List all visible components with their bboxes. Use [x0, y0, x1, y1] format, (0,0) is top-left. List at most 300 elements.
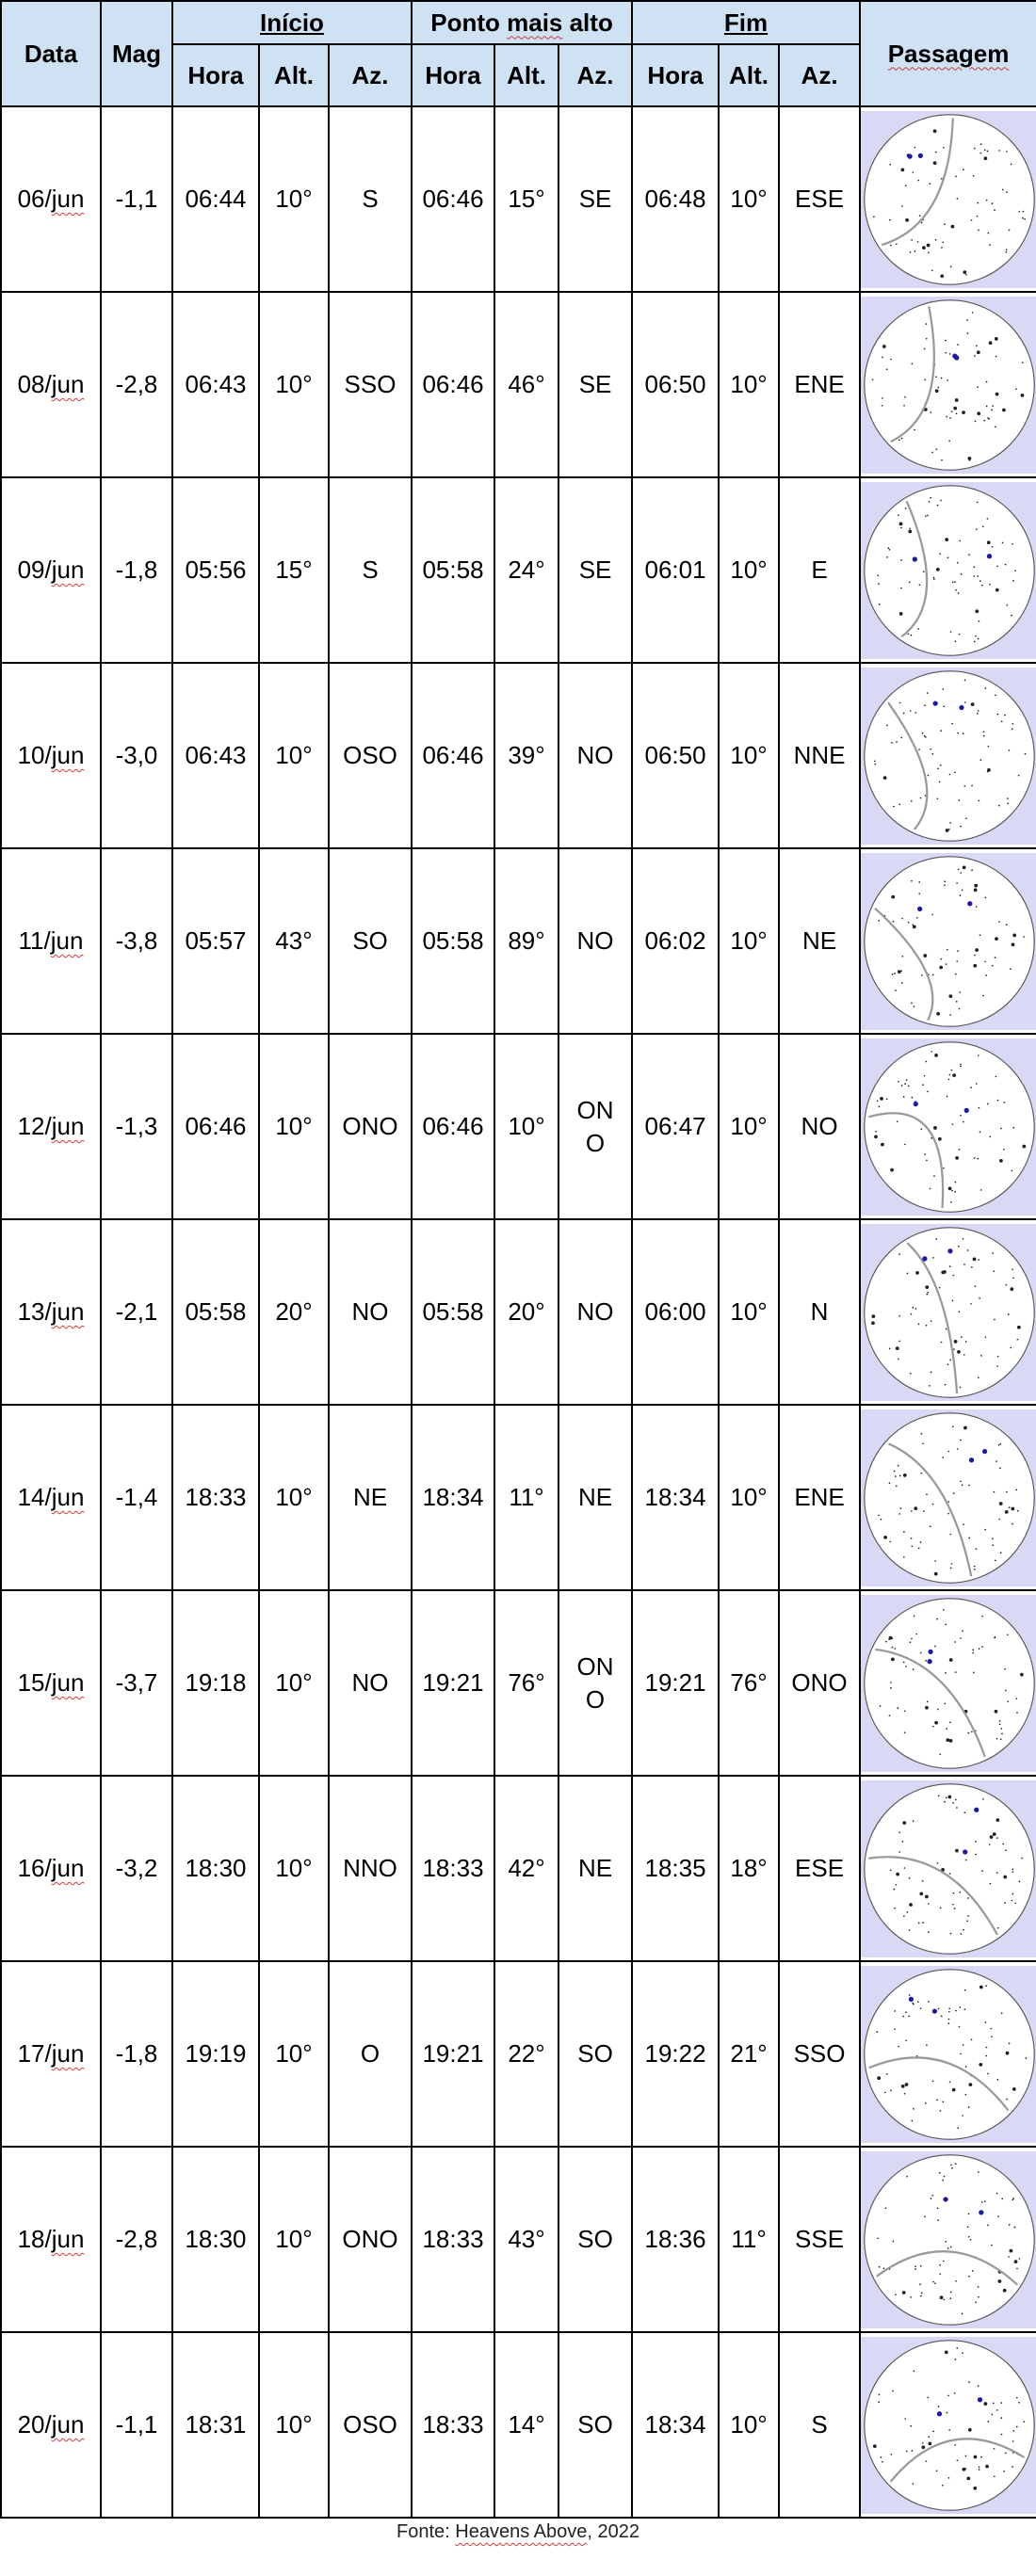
star-dot: [996, 1075, 997, 1077]
star-dot: [922, 1922, 924, 1924]
start-az-cell-text: SSO: [344, 370, 397, 398]
star-dot: [1001, 2198, 1003, 2199]
mag-cell: [101, 1219, 172, 1405]
star-dot: [922, 1442, 924, 1444]
star-dot: [979, 152, 981, 153]
star-dot: [924, 734, 926, 736]
star-dot: [890, 358, 892, 360]
star-dot: [903, 1096, 905, 1098]
star-dot: [896, 1872, 899, 1876]
end-time-cell-text: 06:01: [644, 555, 706, 584]
star-dot: [1016, 2396, 1018, 2398]
star-dot: [917, 241, 919, 243]
group-header-end: [632, 1, 860, 44]
star-dot: [879, 604, 881, 605]
star-dot: [903, 1555, 905, 1557]
star-dot: [971, 784, 973, 786]
sky-chart-icon: [861, 668, 1036, 845]
planet-dot: [914, 1101, 918, 1105]
peak-alt-cell-text: 89°: [508, 926, 545, 955]
star-dot: [937, 797, 939, 799]
peak-time-cell-text: 05:58: [422, 926, 484, 955]
star-dot: [996, 2192, 998, 2194]
end-az-cell-text: ENE: [794, 370, 845, 398]
mag-cell-text: -3,0: [115, 741, 158, 769]
star-dot: [935, 239, 937, 241]
star-dot: [981, 1615, 983, 1617]
mag-cell: [101, 1034, 172, 1219]
star-dot: [964, 679, 966, 681]
star-dot: [934, 1053, 938, 1056]
star-dot: [1001, 2433, 1003, 2435]
star-dot: [959, 2025, 961, 2027]
star-dot: [968, 1537, 970, 1538]
star-dot: [951, 224, 955, 228]
star-dot: [959, 1891, 961, 1892]
star-dot: [919, 1892, 923, 1895]
star-dot: [950, 1932, 952, 1934]
end-alt-cell-text: 10°: [730, 185, 768, 213]
col-header-pass: [860, 1, 1036, 106]
star-dot: [1018, 210, 1020, 212]
star-dot: [933, 1126, 937, 1130]
star-dot: [889, 1482, 891, 1484]
star-dot: [930, 1187, 931, 1189]
peak-az-cell-text: SE: [578, 555, 612, 584]
star-dot: [974, 147, 976, 149]
star-dot: [986, 405, 988, 407]
star-dot: [922, 2445, 926, 2449]
star-dot: [961, 572, 963, 574]
star-dot: [959, 1007, 961, 1009]
peak-time-cell: [412, 1776, 494, 1961]
star-dot: [962, 2115, 963, 2117]
peak-alt-cell-text: 46°: [508, 370, 545, 398]
star-dot: [944, 2298, 946, 2300]
star-dot: [898, 1340, 900, 1342]
star-dot: [943, 146, 945, 148]
star-dot: [989, 1843, 991, 1845]
star-dot: [992, 964, 994, 966]
star-dot: [989, 1135, 991, 1137]
end-time-cell-text: 06:00: [644, 1297, 706, 1326]
start-alt-cell-text: 15°: [275, 555, 313, 584]
star-dot: [998, 921, 1000, 923]
star-dot: [917, 2001, 919, 2003]
mag-cell: [101, 106, 172, 292]
start-az-cell: [329, 2147, 412, 2332]
end-alt-cell: [719, 1961, 779, 2147]
star-dot: [987, 2224, 989, 2226]
star-dot: [924, 1153, 926, 1155]
start-az-cell-text: OSO: [343, 741, 397, 769]
star-dot: [1003, 1149, 1005, 1151]
star-dot: [920, 2294, 922, 2296]
star-dot: [943, 1608, 945, 1610]
star-dot: [927, 692, 929, 694]
star-dot: [939, 965, 943, 969]
star-dot: [977, 713, 979, 715]
end-az-cell: [779, 2147, 860, 2332]
star-dot: [981, 1870, 983, 1872]
star-dot: [981, 1646, 983, 1648]
peak-alt-cell-text: 24°: [508, 555, 545, 584]
end-az-cell: [779, 848, 860, 1034]
star-dot: [939, 2263, 941, 2265]
star-dot: [876, 2031, 878, 2033]
star-dot: [896, 1884, 898, 1886]
star-dot: [920, 1651, 922, 1653]
star-dot: [909, 1929, 911, 1931]
start-alt-cell-text: 10°: [275, 2410, 313, 2439]
date-day: 08/: [17, 370, 52, 398]
peak-az-cell-text: SE: [578, 185, 612, 213]
star-dot: [888, 1638, 890, 1640]
star-dot: [913, 1668, 915, 1670]
star-dot: [948, 440, 950, 442]
end-time-cell-text: 18:34: [644, 2410, 706, 2439]
star-dot: [968, 554, 970, 555]
star-dot: [904, 2418, 906, 2420]
star-dot: [903, 1661, 905, 1663]
star-dot: [890, 1682, 892, 1683]
start-time-cell: [172, 2147, 259, 2332]
peak-alt-cell-text: 14°: [508, 2410, 545, 2439]
start-time-cell-text: 19:19: [185, 2039, 247, 2068]
end-az-cell-text: ENE: [794, 1483, 845, 1511]
date-cell: [1, 292, 101, 477]
star-dot: [997, 1355, 999, 1357]
star-dot: [996, 1365, 998, 1367]
star-dot: [994, 209, 996, 211]
star-dot: [943, 1167, 945, 1168]
star-dot: [1017, 1509, 1019, 1511]
star-dot: [901, 205, 903, 207]
star-dot: [951, 2167, 953, 2169]
star-dot: [1014, 570, 1016, 572]
peak-alt-cell-text: 42°: [508, 1854, 545, 1882]
mag-cell: [101, 663, 172, 848]
star-dot: [899, 701, 901, 703]
table-row: [1, 106, 1036, 292]
end-alt-cell: [719, 1219, 779, 1405]
end-az-cell: [779, 1590, 860, 1776]
star-dot: [899, 611, 903, 615]
star-dot: [1009, 2224, 1011, 2226]
star-dot: [904, 1867, 906, 1869]
star-dot: [886, 1098, 888, 1100]
star-dot: [911, 1002, 913, 1004]
star-dot: [985, 896, 987, 898]
star-dot: [963, 865, 966, 869]
star-dot: [983, 419, 985, 421]
star-dot: [899, 522, 903, 525]
star-dot: [983, 731, 985, 733]
start-az-cell: [329, 848, 412, 1034]
star-dot: [998, 1518, 1000, 1520]
end-alt-cell: [719, 1590, 779, 1776]
star-dot: [974, 640, 976, 642]
star-dot: [1008, 2256, 1010, 2258]
star-dot: [919, 584, 921, 586]
star-dot: [918, 1922, 920, 1924]
star-dot: [969, 2083, 973, 2086]
star-dot: [904, 1143, 906, 1145]
peak-az-cell: [558, 1219, 632, 1405]
star-dot: [914, 2370, 915, 2372]
star-dot: [940, 1907, 942, 1908]
star-dot: [999, 1502, 1003, 1505]
star-dot: [942, 1457, 944, 1458]
end-time-cell: [632, 2332, 719, 2518]
star-dot: [950, 2291, 952, 2293]
mag-cell: [101, 477, 172, 663]
star-dot: [915, 250, 916, 252]
star-dot: [957, 344, 959, 346]
star-dot: [991, 409, 993, 411]
date-month: jun: [51, 555, 85, 584]
peak-alt-cell-text: 22°: [508, 2039, 545, 2068]
star-dot: [985, 2464, 989, 2468]
star-dot: [1006, 2098, 1008, 2100]
start-time-cell-text: 06:43: [185, 741, 247, 769]
star-dot: [928, 251, 930, 253]
star-dot: [968, 2235, 970, 2237]
star-dot: [980, 1355, 982, 1357]
sky-disc: [865, 1041, 1034, 1211]
peak-time-cell-text: 19:21: [422, 1668, 484, 1697]
star-dot: [951, 722, 953, 724]
star-dot: [944, 2175, 946, 2177]
star-dot: [898, 1513, 900, 1515]
star-dot: [919, 215, 921, 217]
star-dot: [948, 1078, 950, 1080]
star-dot: [959, 539, 961, 541]
star-dot: [942, 2101, 944, 2102]
star-dot: [979, 580, 981, 582]
star-dot: [996, 1460, 997, 1462]
star-dot: [1012, 1169, 1013, 1171]
star-dot: [894, 1648, 896, 1650]
star-dot: [1006, 250, 1008, 252]
start-time-cell-text: 18:33: [185, 1483, 247, 1511]
star-dot: [968, 1484, 970, 1486]
star-dot: [959, 1311, 961, 1312]
star-dot: [962, 411, 965, 414]
end-az-cell-text: ESE: [795, 1854, 845, 1882]
star-dot: [1003, 2288, 1007, 2292]
start-alt-cell-text: 10°: [275, 185, 313, 213]
star-dot: [963, 169, 964, 170]
end-az-cell-text: SSO: [793, 2039, 846, 2068]
peak-time-cell: [412, 106, 494, 292]
sky-disc: [865, 1412, 1034, 1582]
star-dot: [896, 243, 898, 245]
start-az-cell: [329, 1961, 412, 2147]
star-dot: [959, 1149, 961, 1151]
star-dot: [984, 156, 988, 160]
star-dot: [953, 1348, 955, 1350]
star-dot: [950, 2246, 952, 2247]
end-time-cell: [632, 1034, 719, 1219]
star-dot: [982, 525, 984, 527]
star-dot: [1003, 1875, 1007, 1878]
star-dot: [911, 799, 913, 801]
start-az-cell-text: NO: [351, 1297, 389, 1326]
star-dot: [1011, 614, 1012, 616]
star-dot: [974, 355, 976, 357]
star-dot: [1021, 1857, 1023, 1859]
sky-disc: [865, 1969, 1034, 2138]
sky-disc: [865, 299, 1034, 469]
star-dot: [974, 1568, 976, 1570]
star-dot: [1024, 2421, 1026, 2423]
star-dot: [919, 2283, 921, 2285]
mag-cell: [101, 1590, 172, 1776]
star-dot: [926, 2460, 928, 2462]
peak-az-cell-text: SO: [577, 2039, 613, 2068]
star-dot: [904, 1731, 906, 1733]
star-dot: [909, 527, 911, 529]
start-time-cell: [172, 1590, 259, 1776]
date-cell: [1, 1034, 101, 1219]
planet-dot: [947, 1248, 952, 1253]
start-az-cell: [329, 1405, 412, 1590]
star-dot: [976, 1083, 978, 1085]
planet-dot: [928, 1659, 932, 1664]
peak-alt-cell: [494, 1961, 558, 2147]
star-dot: [960, 1480, 962, 1482]
start-alt-cell-text: 10°: [275, 741, 313, 769]
star-dot: [940, 730, 942, 732]
star-dot: [977, 201, 979, 203]
star-dot: [952, 1802, 954, 1804]
peak-az-cell: [558, 1590, 632, 1776]
star-dot: [950, 2164, 952, 2165]
star-dot: [953, 1892, 955, 1893]
star-dot: [926, 2044, 928, 2046]
star-dot: [877, 2076, 881, 2080]
star-dot: [938, 2406, 940, 2407]
star-dot: [894, 2010, 896, 2012]
star-dot: [941, 1270, 945, 1274]
star-dot: [949, 353, 951, 355]
star-dot: [1015, 1698, 1017, 1699]
star-dot: [977, 386, 979, 388]
star-dot: [903, 1473, 907, 1477]
start-alt-cell-text: 10°: [275, 2039, 313, 2068]
star-dot: [954, 771, 956, 773]
peak-alt-cell: [494, 1405, 558, 1590]
star-dot: [926, 337, 928, 339]
star-dot: [1018, 2401, 1020, 2403]
star-dot: [995, 1559, 996, 1561]
star-dot: [934, 1645, 936, 1647]
star-dot: [975, 1853, 977, 1855]
star-dot: [976, 906, 978, 908]
star-dot: [889, 1715, 891, 1716]
star-dot: [883, 776, 887, 780]
star-dot: [957, 561, 959, 563]
star-dot: [879, 1105, 881, 1107]
star-dot: [947, 556, 949, 558]
start-time-cell-text: 06:44: [185, 185, 247, 213]
start-time-cell-text: 05:58: [185, 1297, 247, 1326]
star-dot: [955, 1671, 957, 1673]
star-dot: [905, 2083, 909, 2086]
star-dot: [937, 2207, 939, 2209]
star-dot: [949, 1739, 953, 1743]
star-dot: [960, 1063, 962, 1065]
star-dot: [968, 2427, 972, 2431]
peak-time-cell: [412, 663, 494, 848]
planet-dot: [952, 353, 957, 358]
star-dot: [930, 748, 931, 749]
star-dot: [954, 1190, 956, 1192]
star-dot: [916, 916, 918, 918]
star-dot: [1005, 1689, 1007, 1691]
star-dot: [963, 1425, 967, 1429]
peak-alt-cell-text: 39°: [508, 741, 545, 769]
star-dot: [931, 1320, 932, 1322]
star-dot: [1019, 2258, 1021, 2260]
peak-az-cell-text: NO: [576, 926, 614, 955]
date-month: jun: [51, 370, 85, 398]
star-dot: [985, 687, 987, 689]
peak-alt-cell-text: 20°: [508, 1297, 545, 1326]
star-dot: [948, 2476, 950, 2478]
peak-time-cell: [412, 1034, 494, 1219]
end-alt-cell-text: 10°: [730, 2410, 768, 2439]
end-alt-cell: [719, 106, 779, 292]
star-dot: [882, 2460, 883, 2462]
star-dot: [947, 1095, 948, 1097]
date-month: jun: [51, 1668, 85, 1697]
star-dot: [894, 1907, 896, 1908]
star-dot: [934, 1560, 936, 1562]
peak-alt-cell: [494, 292, 558, 477]
star-dot: [938, 386, 940, 388]
star-dot: [910, 2296, 912, 2298]
star-dot: [1005, 1849, 1007, 1851]
col-header-mag: Mag: [101, 1, 172, 106]
star-dot: [881, 2456, 882, 2458]
star-dot: [952, 1903, 954, 1905]
star-dot: [966, 1920, 968, 1922]
star-dot: [929, 1384, 931, 1386]
star-dot: [1023, 936, 1025, 938]
star-dot: [985, 2054, 987, 2056]
peak-az-cell-text: ONO: [576, 1095, 614, 1157]
end-az-cell: [779, 1034, 860, 1219]
star-dot: [987, 540, 991, 544]
star-dot: [928, 774, 930, 776]
star-dot: [962, 889, 963, 891]
star-dot: [898, 1831, 900, 1833]
star-dot: [1016, 2267, 1018, 2269]
date-cell: [1, 1405, 101, 1590]
star-dot: [978, 1259, 979, 1261]
star-dot: [982, 994, 984, 996]
start-alt-cell-text: 10°: [275, 2225, 313, 2253]
pass-chart-cell: [860, 106, 1036, 292]
star-dot: [922, 1879, 924, 1881]
star-dot: [957, 2459, 959, 2461]
mag-cell-text: -1,1: [115, 185, 158, 213]
star-dot: [1000, 1127, 1002, 1129]
star-dot: [877, 574, 879, 576]
star-dot: [938, 1795, 940, 1796]
